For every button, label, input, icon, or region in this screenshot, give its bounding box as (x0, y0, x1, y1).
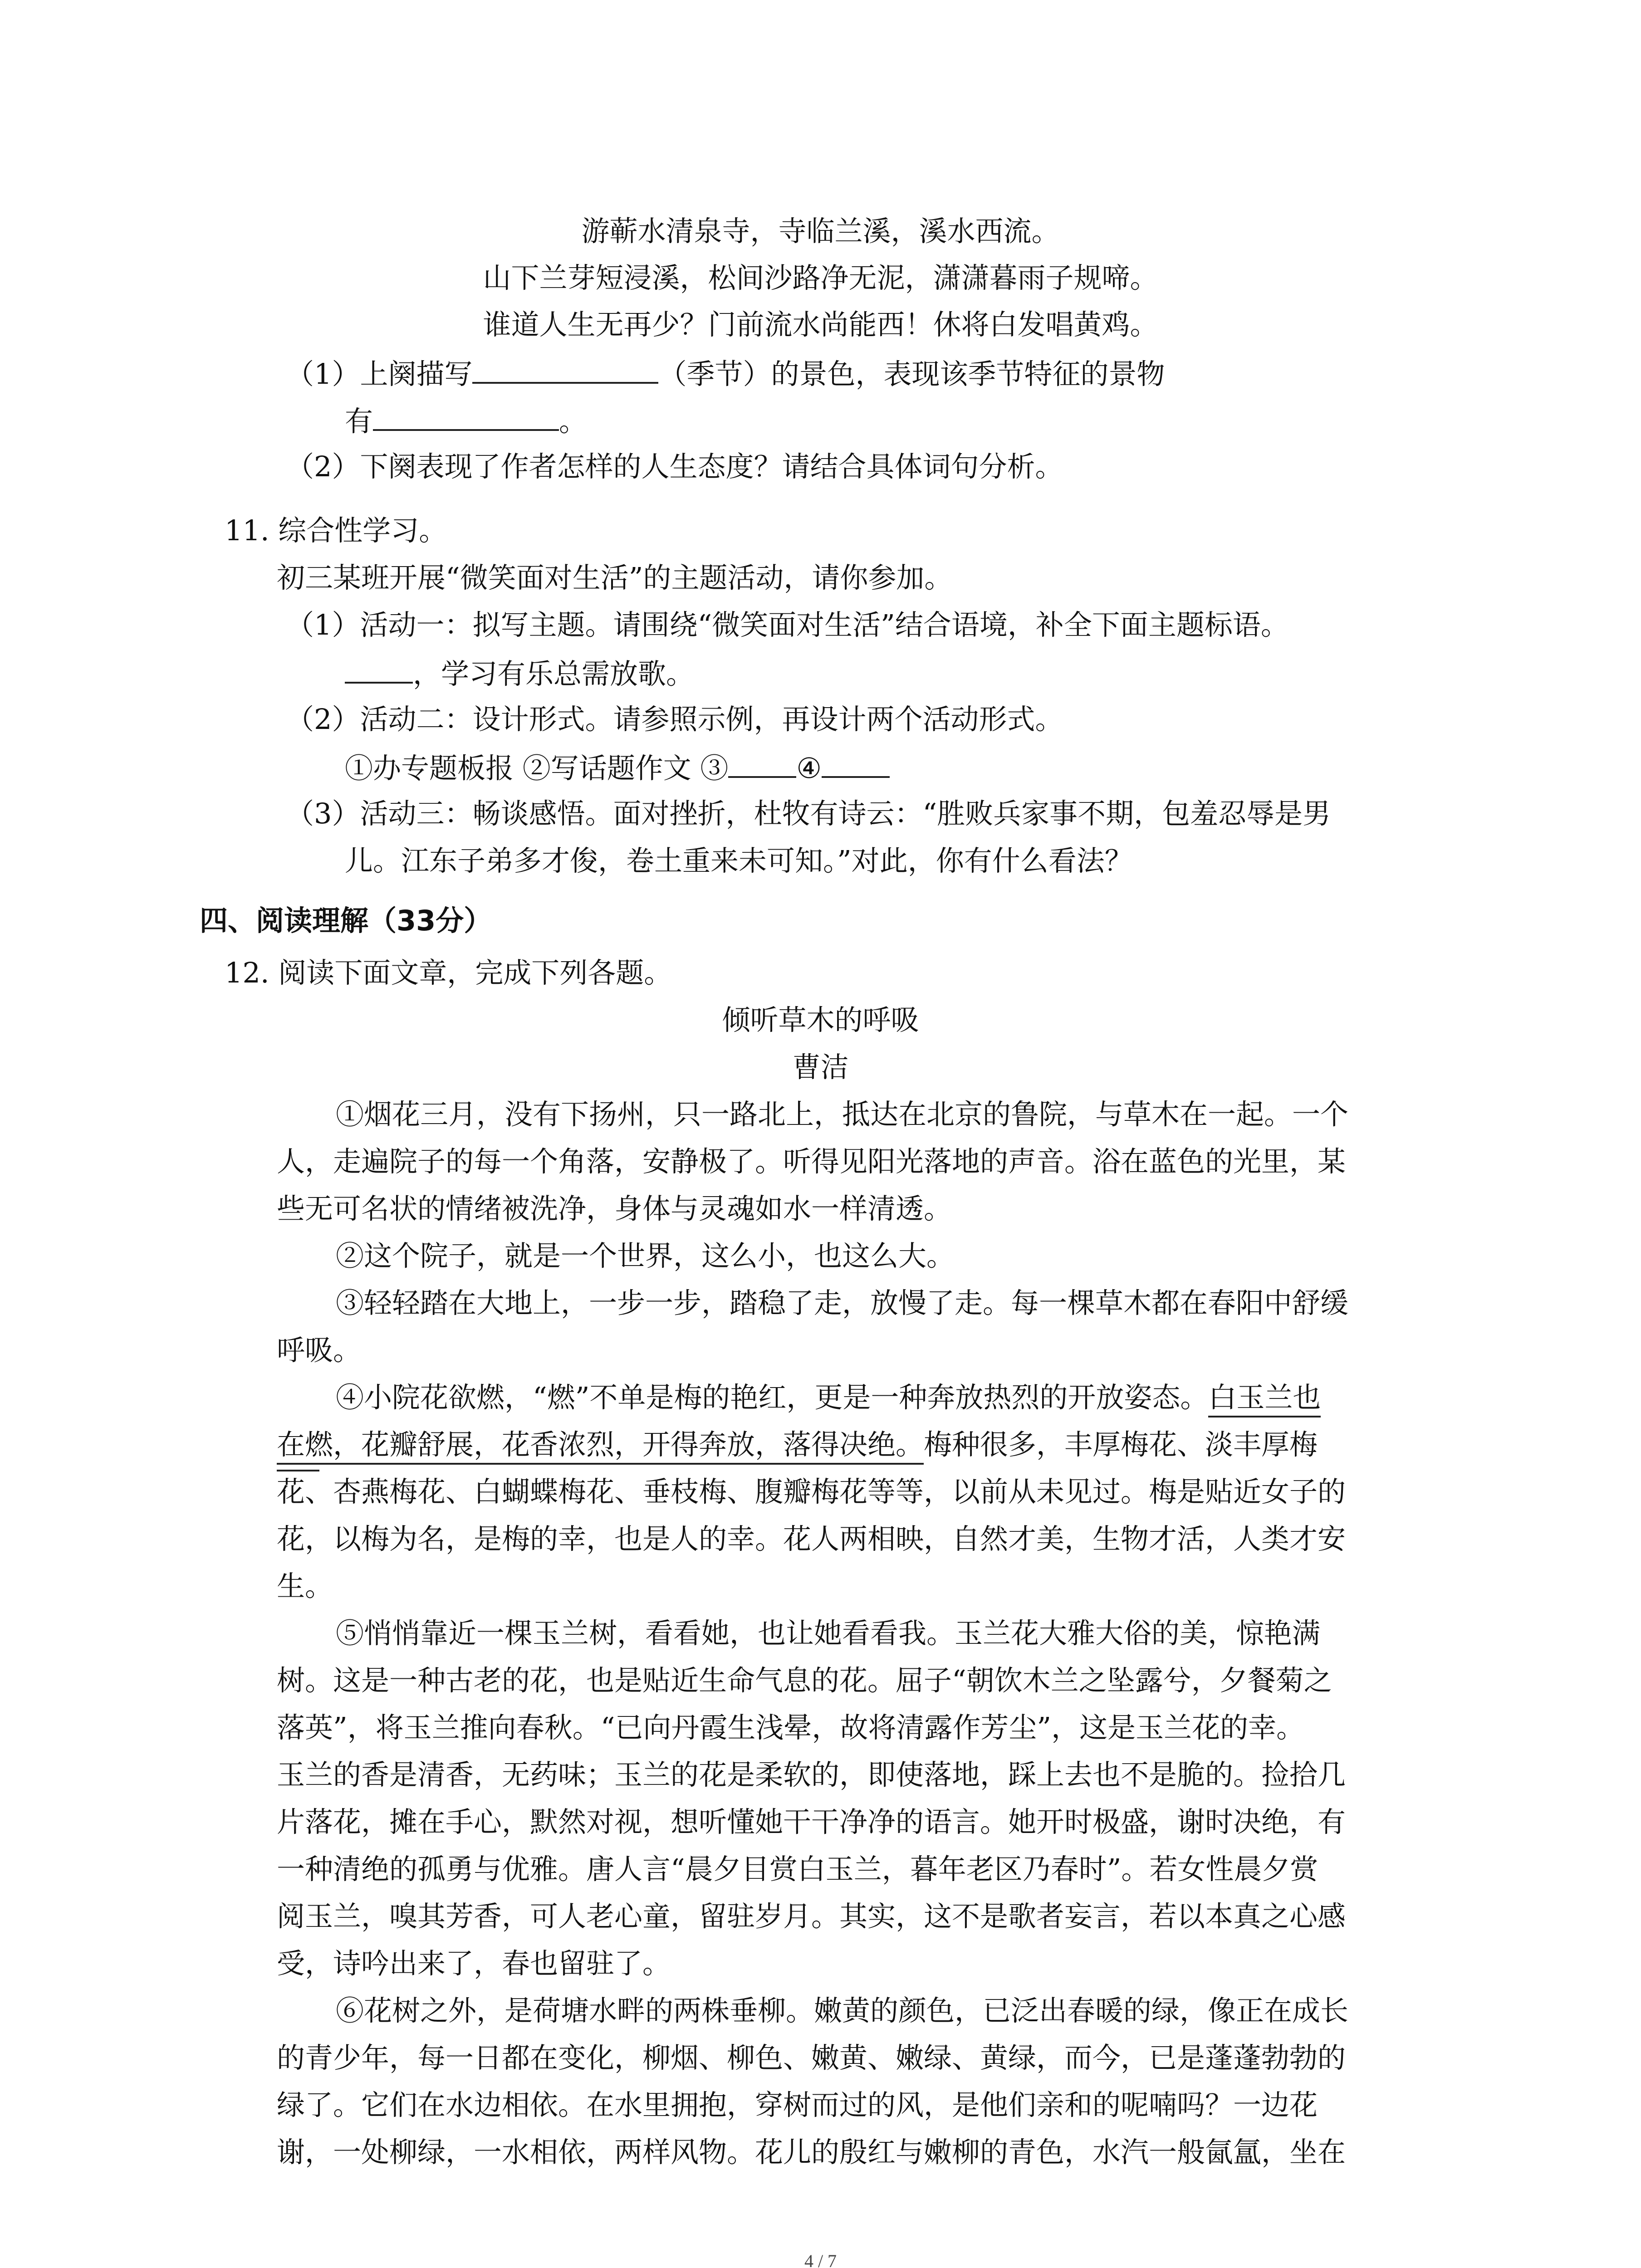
underlined-sentence: 在燃，花瓣舒展，花香浓烈，开得奔放，落得决绝。 (277, 1428, 924, 1465)
paragraph-5-line-3: 落英”，将玉兰推向春秋。“已向丹霞生浅晕，故将清露作芳尘”，这是玉兰花的幸。 (277, 1711, 1305, 1744)
article-author: 曹洁 (792, 1051, 849, 1084)
paragraph-4-text: 梅种很多，丰厚梅花、淡丰厚梅 (924, 1428, 1318, 1461)
poem-line-3: 谁道人生无再少？门前流水尚能西！休将白发唱黄鸡。 (483, 308, 1158, 341)
underline-continuation (277, 1468, 319, 1471)
paragraph-5-line-6: 一种清绝的孤勇与优雅。唐人言“晨夕目赏白玉兰，暮年老区乃春时”。若女性晨夕赏 (277, 1853, 1318, 1886)
q11-activity-3-text-2: 儿。江东子弟多才俊，卷土重来未可知。”对此，你有什么看法？ (345, 844, 1133, 877)
q11-activity-2 (286, 699, 1063, 740)
underlined-sentence: 白玉兰也 (1208, 1381, 1321, 1418)
section-heading: 四、阅读理解（33分） (200, 904, 492, 937)
q10-part-2 (286, 446, 1063, 487)
q10-part-1-text-a: 上阕描写 (360, 357, 473, 391)
q11-title: 11. 综合性学习。 (225, 514, 447, 547)
paragraph-3-line-2: 呼吸。 (277, 1334, 362, 1367)
form-4-answer-blank[interactable] (822, 746, 890, 778)
q10-part-2-label: （2） (286, 450, 360, 483)
q10-part-1-label: （1） (286, 357, 360, 391)
paragraph-2-line-1: ②这个院子，就是一个世界，这么小，也这么大。 (336, 1239, 955, 1272)
q10-part-1 (286, 352, 1165, 395)
paragraph-4-line-2 (277, 1424, 1318, 1465)
paragraph-1-line-1: ①烟花三月，没有下扬州，只一路北上，抵达在北京的鲁院，与草木在一起。一个 (336, 1098, 1349, 1131)
paragraph-4-line-3 (277, 1471, 1346, 1512)
paragraph-4-text: ④小院花欲燃，“燃”不单是梅的艳红，更是一种奔放热烈的开放姿态。 (336, 1381, 1209, 1414)
scenery-answer-blank[interactable] (373, 399, 559, 431)
paragraph-5-line-4: 玉兰的香是清香，无药味；玉兰的花是柔软的，即使落地，踩上去也不是脆的。捡拾几 (277, 1758, 1346, 1791)
q11-forms-text-a: ①办专题板报 ②写话题作文 ③ (345, 752, 729, 785)
paragraph-4-line-1 (336, 1377, 1321, 1418)
paragraph-5-line-5: 片落花，摊在手心，默然对视，想听懂她干干净净的语言。她开时极盛，谢时决绝，有 (277, 1805, 1346, 1838)
q11-slogan-line (345, 652, 694, 694)
q11-activity-3 (286, 793, 1331, 834)
poem-line-1: 游蕲水清泉寺，寺临兰溪，溪水西流。 (581, 215, 1060, 248)
q11-activity-1-text: 活动一：拟写主题。请围绕“微笑面对生活”结合语境，补全下面主题标语。 (360, 608, 1289, 641)
q11-activity-2-label: （2） (286, 703, 360, 736)
poem-line-2: 山下兰芽短浸溪，松间沙路净无泥，潇潇暮雨子规啼。 (483, 261, 1158, 294)
q11-activity-3-label: （3） (286, 797, 360, 830)
q12-title: 12. 阅读下面文章，完成下列各题。 (225, 956, 672, 989)
paragraph-5-line-2: 树。这是一种古老的花，也是贴近生命气息的花。屈子“朝饮木兰之坠露兮，夕餐菊之 (277, 1664, 1332, 1697)
paragraph-3-line-1: ③轻轻踏在大地上，一步一步，踏稳了走，放慢了走。每一棵草木都在春阳中舒缓 (336, 1286, 1349, 1320)
q11-forms-line (345, 746, 890, 789)
q10-part-1-cont (345, 399, 587, 442)
q11-forms-text-b: ④ (796, 752, 822, 785)
q11-activity-1 (286, 605, 1289, 645)
paragraph-6-line-2: 的青少年，每一日都在变化，柳烟、柳色、嫩黄、嫩绿、黄绿，而今，已是蓬蓬勃勃的 (277, 2041, 1346, 2074)
paragraph-4-text: 花、杏燕梅花、白蝴蝶梅花、垂枝梅、腹瓣梅花等等，以前从未见过。梅是贴近女子的 (277, 1475, 1346, 1508)
article-title: 倾听草木的呼吸 (722, 1003, 919, 1036)
q10-part-1-text-b: （季节）的景色，表现该季节特征的景物 (658, 357, 1165, 391)
form-3-answer-blank[interactable] (728, 746, 796, 778)
page-number: 4 / 7 (804, 2251, 837, 2268)
paragraph-6-line-3: 绿了。它们在水边相依。在水里拥抱，穿树而过的风，是他们亲和的呢喃吗？一边花 (277, 2088, 1318, 2121)
paragraph-6-line-1: ⑥花树之外，是荷塘水畔的两株垂柳。嫩黄的颜色，已泛出春暖的绿，像正在成长 (336, 1994, 1349, 2027)
paragraph-4-line-4: 花，以梅为名，是梅的幸，也是人的幸。花人两相映，自然才美，生物才活，人类才安 (277, 1522, 1346, 1555)
q11-intro: 初三某班开展“微笑面对生活”的主题活动，请你参加。 (277, 561, 953, 594)
q11-activity-2-text: 活动二：设计形式。请参照示例，再设计两个活动形式。 (360, 703, 1063, 736)
q10-part-2-text: 下阕表现了作者怎样的人生态度？请结合具体词句分析。 (360, 450, 1063, 483)
paragraph-5-line-8: 受，诗吟出来了，春也留驻了。 (277, 1947, 671, 1980)
q10-part-1-text-c: 有 (345, 405, 373, 438)
paragraph-6-line-4: 谢，一处柳绿，一水相依，两样风物。花儿的殷红与嫩柳的青色，水汽一般氤氲，坐在 (277, 2136, 1346, 2169)
paragraph-4-line-5: 生。 (277, 1569, 333, 1603)
paragraph-1-line-3: 些无可名状的情绪被洗净，身体与灵魂如水一样清透。 (277, 1192, 952, 1225)
slogan-answer-blank[interactable] (345, 652, 413, 684)
paragraph-5-line-1: ⑤悄悄靠近一棵玉兰树，看看她，也让她看看我。玉兰花大雅大俗的美，惊艳满 (336, 1617, 1321, 1650)
season-answer-blank[interactable] (472, 352, 658, 384)
q11-activity-1-label: （1） (286, 608, 360, 641)
q11-slogan-text: ，学习有乐总需放歌。 (413, 657, 695, 690)
paragraph-1-line-2: 人，走遍院子的每一个角落，安静极了。听得见阳光落地的声音。浴在蓝色的光里，某 (277, 1145, 1346, 1178)
q11-activity-3-text-1: 活动三：畅谈感悟。面对挫折，杜牧有诗云：“胜败兵家事不期，包羞忍辱是男 (360, 797, 1331, 830)
paragraph-5-line-7: 阅玉兰，嗅其芳香，可人老心童，留驻岁月。其实，这不是歌者妄言，若以本真之心感 (277, 1900, 1346, 1933)
q10-part-1-text-d: 。 (559, 405, 588, 438)
